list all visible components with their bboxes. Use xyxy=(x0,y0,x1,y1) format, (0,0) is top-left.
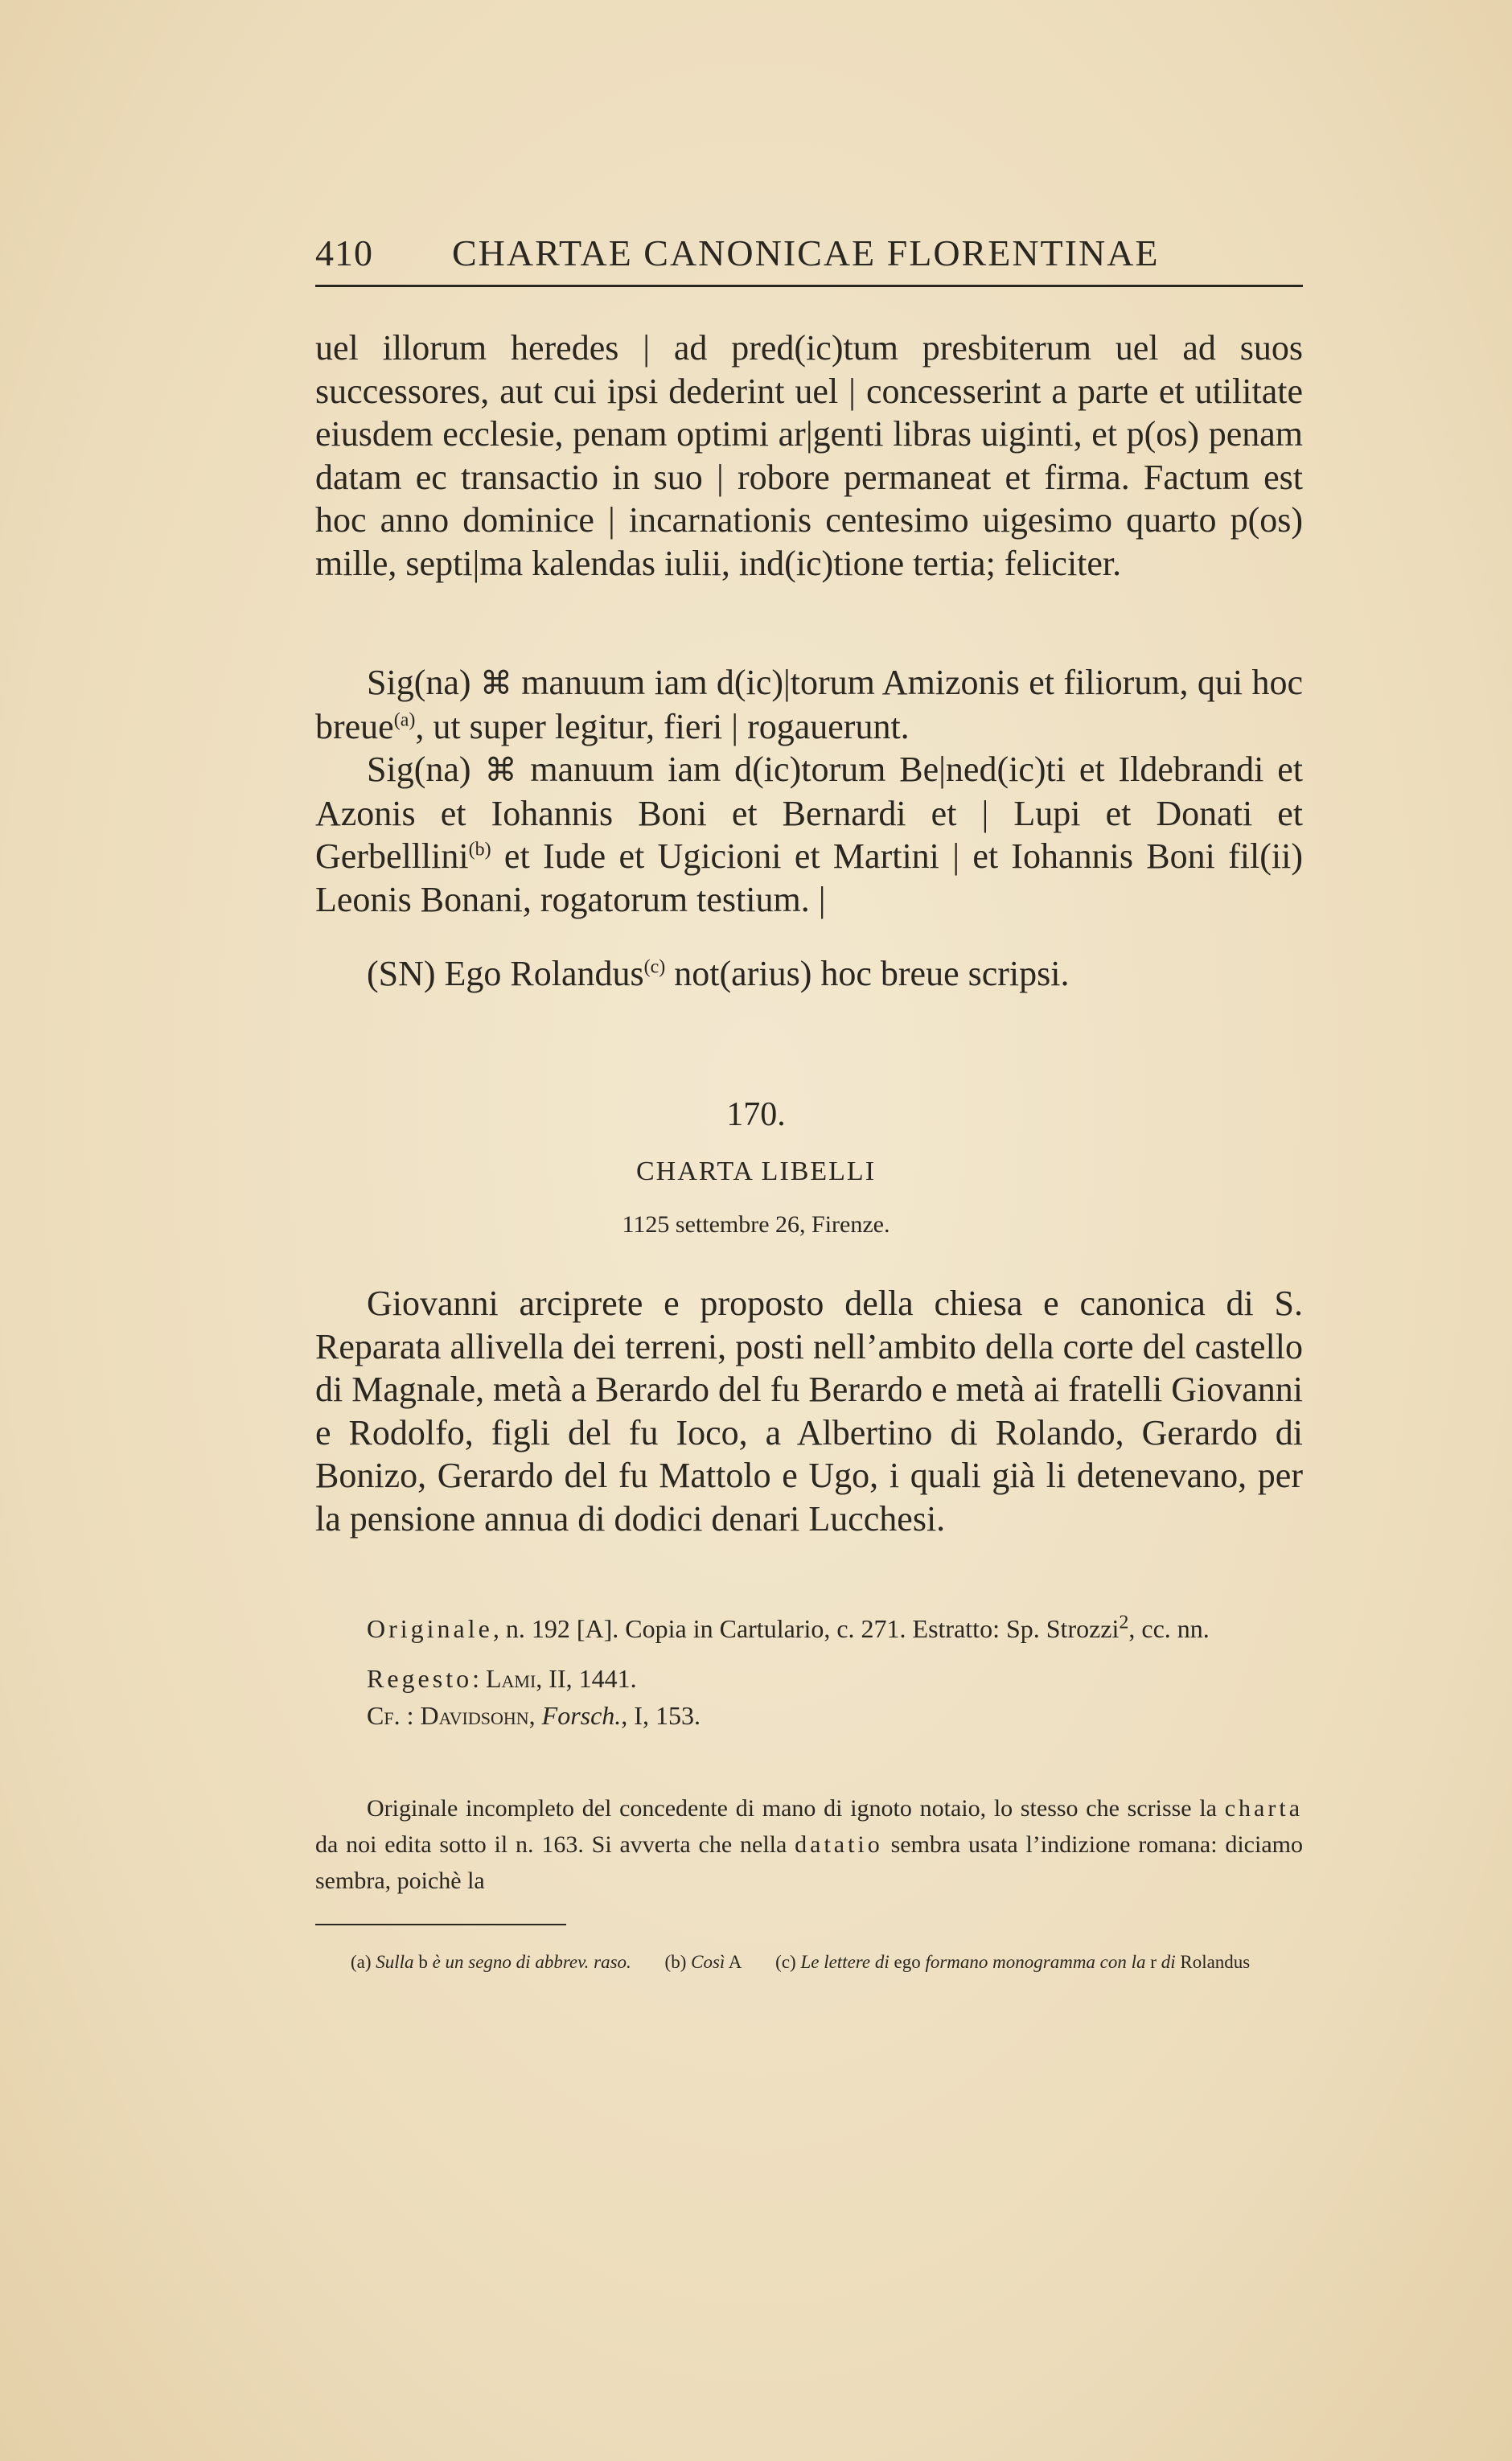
sig2-text-a: manuum iam d(ic)torum Be|ned(ic)ti et Ildebrandi et Azonis et Iohannis Boni et Bernardi et | Lupi et Donati et Gerbelllini xyxy=(315,750,1304,876)
notes-text-b: da noi edita sotto il n. 163. Si avverta che nella xyxy=(315,1831,787,1858)
word-charta: charta xyxy=(1224,1795,1304,1822)
footnote-a-text-1: Sulla xyxy=(376,1952,414,1972)
footnote-rule xyxy=(315,1924,566,1925)
footnote-c-text-4: r xyxy=(1150,1952,1157,1972)
running-title: CHARTAE CANONICAE FLORENTINAE xyxy=(452,232,1160,273)
footnote-c-text-1: Le lettere di xyxy=(800,1952,890,1972)
notary-block xyxy=(315,952,1303,996)
signatures-block xyxy=(315,661,1303,921)
word-datatio: datatio xyxy=(795,1831,883,1858)
footnote-c-text-5: di xyxy=(1161,1952,1176,1972)
notary-text-a: (SN) Ego Rolandus xyxy=(367,954,644,993)
footnote-c-label: (c) xyxy=(775,1952,796,1972)
footnote-a-label: (a) xyxy=(351,1952,372,1972)
tradition-original: , n. 192 [A]. Copia in Cartulario, c. 271. Estratto: Sp. Strozzi xyxy=(492,1614,1120,1643)
summary-paragraph: Giovanni arciprete e proposto della chiesa e canonica di S. Reparata allivella dei terreni, posti nell’ambito della corte del castello di Magnale, metà a Berardo del fu Berardo e metà ai fratelli Giovanni e Rodolfo, figli del fu Ioco, a Albertino di Rolando, Gerardo di Bonizo, Gerardo del fu Mattolo e Ugo, i quali già li detenevano, per la pensione annua di dodici denari Lucchesi. xyxy=(315,1284,1303,1539)
note-ref-b: (b) xyxy=(468,839,491,861)
cf-prefix: Cf. : Davidsohn, xyxy=(367,1701,536,1730)
header-rule xyxy=(315,285,1303,287)
note-ref-a: (a) xyxy=(393,709,416,730)
footnote-b-label: (b) xyxy=(664,1952,687,1972)
footnotes xyxy=(315,1946,1303,1978)
notary-line xyxy=(315,952,1303,996)
commentary-paragraph xyxy=(315,1790,1303,1899)
note-ref-c: (c) xyxy=(643,956,666,978)
summary-block xyxy=(315,1282,1303,1540)
tradition-tail: , cc. nn. xyxy=(1128,1614,1210,1643)
signature-line-1 xyxy=(315,661,1303,748)
sig1-text-b: , ut super legitur, fieri | rogauerunt. xyxy=(415,706,910,746)
tradition-line xyxy=(315,1610,1303,1647)
charter-text xyxy=(315,327,1303,585)
signature-line-2 xyxy=(315,748,1303,921)
footnote-b-text-2: A xyxy=(728,1952,742,1972)
signum-cross-icon: ⌘ xyxy=(479,665,512,701)
sig2-text-b: et Iude et Ugicioni et Martini | et Iohannis Boni fil(ii) Leonis Bonani, rogatorum testium. | xyxy=(315,836,1303,919)
cf-title: Forsch. xyxy=(541,1701,622,1730)
document-number: 170. xyxy=(726,1096,786,1133)
cf-tail: , I, 153. xyxy=(621,1701,701,1730)
footnote-b-text-1: Così xyxy=(691,1952,725,1972)
signum-cross-icon: ⌘ xyxy=(484,752,517,788)
label-originale: Originale xyxy=(367,1614,493,1643)
footnote-a-text-2: b xyxy=(418,1952,428,1972)
charter-paragraph: uel illorum heredes | ad pred(ic)tum presbiterum uel ad suos successores, aut cui ipsi dederint uel | concesserint a parte et utilitate eiusdem ecclesie, penam optimi ar|genti libras uiginti, et p(os) penam datam ec transactio in suo | robore permaneat et firma. Factum est hoc anno dominice | incarnationis centesimo uigesimo quarto p(os) mille, septi|ma kalendas iulii, ind(ic)tione tertia; feliciter. xyxy=(315,328,1303,583)
sig-prefix: Sig(na) xyxy=(367,750,471,789)
running-header xyxy=(315,232,1303,288)
page-number: 410 xyxy=(315,232,373,273)
notes-text-a: Originale incompleto del concedente di mano di ignoto notaio, lo stesso che scrisse la xyxy=(367,1795,1217,1822)
footnote-c-text-6: Rolandus xyxy=(1180,1952,1251,1972)
footnote-c-text-2: ego xyxy=(894,1952,921,1972)
sig-prefix: Sig(na) xyxy=(367,663,471,702)
document-date: 1125 settembre 26, Firenze. xyxy=(622,1211,890,1238)
label-regesto: Regesto xyxy=(367,1664,473,1693)
cf-line xyxy=(315,1697,1303,1734)
notes-text-c: sembra usata l’indizione romana: diciamo sembra, poichè la xyxy=(315,1831,1303,1894)
footnote-a-text-3: è un segno di abbrev. raso. xyxy=(432,1952,631,1972)
document-title: CHARTA LIBELLI xyxy=(635,1157,877,1186)
tradition-block xyxy=(315,1610,1303,1734)
notary-text-b: not(arius) hoc breue scripsi. xyxy=(665,954,1070,993)
strozzi-sup: 2 xyxy=(1119,1612,1129,1633)
commentary-block xyxy=(315,1790,1303,1899)
regesto-text: : Lami, II, 1441. xyxy=(472,1664,637,1693)
footnote-c-text-3: formano monogramma con la xyxy=(925,1952,1146,1972)
regesto-line xyxy=(315,1660,1303,1697)
sig1-text-a: manuum iam d(ic)|torum Amizonis et filiorum, qui hoc breue xyxy=(315,663,1304,746)
